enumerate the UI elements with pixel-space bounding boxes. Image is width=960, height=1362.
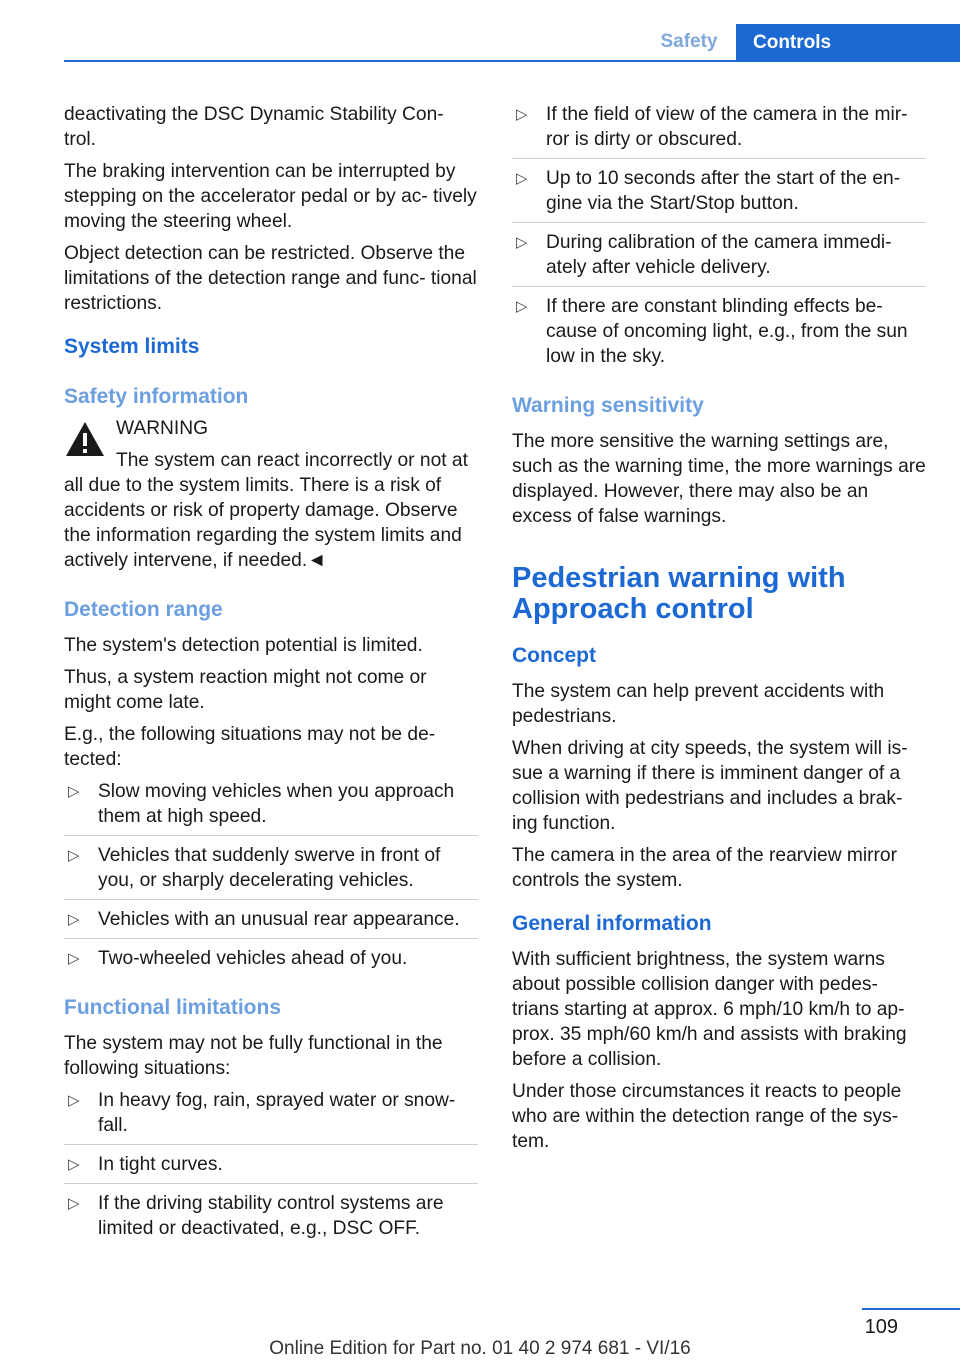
warning-block bbox=[64, 416, 478, 573]
paragraph: deactivating the DSC Dynamic Stability Con‐ trol. bbox=[64, 104, 444, 150]
triangle-bullet-icon: ▷ bbox=[68, 783, 80, 800]
list-item-text: If there are constant blinding effects be‐ cause of oncoming light, e.g., from the sun low in the sky. bbox=[546, 296, 908, 367]
paragraph: Thus, a system reaction might not come or might come late. bbox=[64, 667, 427, 713]
paragraph: When driving at city speeds, the system will is‐ sue a warning if there is imminent danger of a collision with pedestrians and includes a brak‐ ing function. bbox=[512, 738, 908, 834]
list-item bbox=[64, 907, 478, 939]
triangle-bullet-icon: ▷ bbox=[516, 170, 528, 187]
warning-text-first: The system can react incorrectly or not bbox=[116, 450, 447, 471]
heading-detection-range: Detection range bbox=[64, 598, 223, 621]
heading-concept: Concept bbox=[512, 644, 596, 667]
footer-divider bbox=[862, 1308, 960, 1310]
list-item bbox=[64, 1088, 478, 1145]
list-item-text: Up to 10 seconds after the start of the en‐ gine via the Start/Stop button. bbox=[546, 168, 901, 214]
triangle-bullet-icon: ▷ bbox=[68, 950, 80, 967]
paragraph: The camera in the area of the rearview mirror controls the system. bbox=[512, 845, 897, 891]
list-item bbox=[64, 843, 478, 900]
header-divider bbox=[64, 60, 960, 62]
heading-general-information: General information bbox=[512, 912, 712, 935]
paragraph: Under those circumstances it reacts to people who are within the detection range of the sys‐ tem. bbox=[512, 1081, 902, 1152]
paragraph: E.g., the following situations may not be de‐ tected: bbox=[64, 724, 436, 770]
heading-functional-limitations: Functional limitations bbox=[64, 996, 282, 1019]
list-item bbox=[512, 230, 926, 287]
paragraph: The more sensitive the warning settings are, such as the warning time, the more warnings are displayed. However, there may also be an excess of false warnings. bbox=[512, 431, 926, 527]
heading-safety-information: Safety information bbox=[64, 385, 249, 408]
triangle-bullet-icon: ▷ bbox=[68, 1156, 80, 1173]
paragraph: The system can help prevent accidents with pedestrians. bbox=[512, 681, 885, 727]
tab-controls[interactable]: Controls bbox=[736, 24, 960, 62]
list-item-text: In tight curves. bbox=[98, 1154, 223, 1175]
paragraph: The system's detection potential is limited. bbox=[64, 635, 423, 656]
paragraph: Object detection can be restricted. Observe the limitations of the detection range and func‐ tional restrictions. bbox=[64, 243, 477, 314]
triangle-bullet-icon: ▷ bbox=[68, 847, 80, 864]
list-item-text: If the driving stability control systems are limited or deactivated, e.g., DSC OFF. bbox=[98, 1193, 444, 1239]
triangle-bullet-icon: ▷ bbox=[68, 1195, 80, 1212]
list-item-text: Vehicles with an unusual rear appearance. bbox=[98, 909, 460, 930]
warning-triangle-icon bbox=[64, 420, 106, 458]
left-column bbox=[64, 102, 478, 1254]
list-item bbox=[64, 779, 478, 836]
heading-system-limits: System limits bbox=[64, 335, 200, 358]
page-number: 109 bbox=[864, 1316, 898, 1338]
triangle-bullet-icon: ▷ bbox=[68, 1092, 80, 1109]
list-item-text: In heavy fog, rain, sprayed water or snow‐ fall. bbox=[98, 1090, 456, 1136]
list-item bbox=[512, 102, 926, 159]
list-item-text: Slow moving vehicles when you approach them at high speed. bbox=[98, 781, 455, 827]
list-item bbox=[64, 946, 478, 977]
list-item-text: Vehicles that suddenly swerve in front of you, or sharply decelerating vehicles. bbox=[98, 845, 441, 891]
list-item-text: During calibration of the camera immedi‐ ately after vehicle delivery. bbox=[546, 232, 892, 278]
list-item-text: Two-wheeled vehicles ahead of you. bbox=[98, 948, 408, 969]
heading-warning-sensitivity: Warning sensitivity bbox=[512, 394, 704, 417]
triangle-bullet-icon: ▷ bbox=[516, 106, 528, 123]
paragraph: With sufficient brightness, the system warns about possible collision danger with pedes‐ trians starting at approx. 6 mph/10 km/h to ap‐ prox. 35 mph/60 km/h and assists with braking before a collision. bbox=[512, 949, 907, 1070]
triangle-bullet-icon: ▷ bbox=[68, 911, 80, 928]
functional-limitations-list bbox=[64, 1088, 478, 1247]
page-header bbox=[0, 0, 960, 64]
list-item bbox=[64, 1152, 478, 1184]
list-item bbox=[512, 294, 926, 375]
list-item bbox=[64, 1191, 478, 1247]
heading-pedestrian-warning: Pedestrian warning with Approach control bbox=[512, 562, 846, 625]
list-item bbox=[512, 166, 926, 223]
functional-limitations-list-continued bbox=[512, 102, 926, 375]
warning-label: WARNING bbox=[116, 418, 209, 439]
list-item-text: If the field of view of the camera in the mir‐ ror is dirty or obscured. bbox=[546, 104, 908, 150]
paragraph: The braking intervention can be interrupted by stepping on the accelerator pedal or by ac‐ tively moving the steering wheel. bbox=[64, 161, 477, 232]
triangle-bullet-icon: ▷ bbox=[516, 298, 528, 315]
triangle-bullet-icon: ▷ bbox=[516, 234, 528, 251]
paragraph: The system may not be fully functional in the following situations: bbox=[64, 1033, 443, 1079]
warning-text-rest: at all due to the system limits. There is a risk of accidents or risk of property damage. Observe the information regarding the system limits and actively intervene, if needed.◄ bbox=[64, 450, 468, 571]
detection-range-list bbox=[64, 779, 478, 977]
warning-text bbox=[64, 448, 478, 573]
tab-safety[interactable]: Safety bbox=[660, 31, 718, 52]
right-column bbox=[512, 102, 926, 1161]
edition-footer: Online Edition for Part no. 01 40 2 974 681 - VI/16 bbox=[269, 1338, 691, 1359]
